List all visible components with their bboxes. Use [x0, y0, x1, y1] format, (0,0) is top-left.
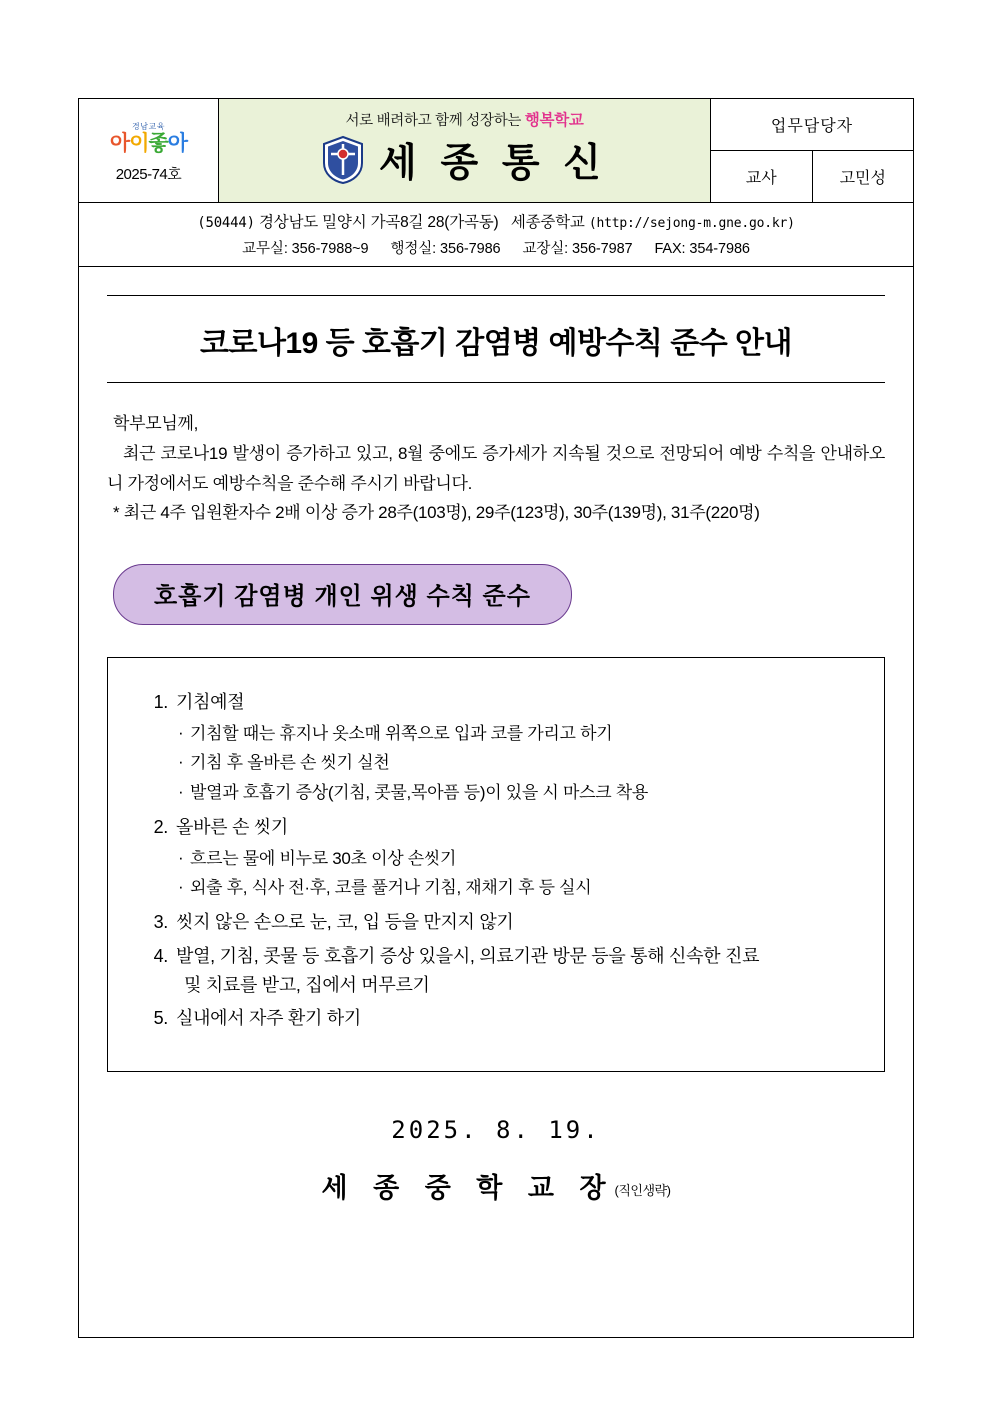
section-heading-wrap	[107, 564, 885, 625]
phone-line	[79, 237, 913, 258]
newsletter-title: 세 종 통 신	[379, 142, 608, 185]
slogan-prefix: 서로 배려하고 함께 성장하는	[345, 113, 525, 129]
rules-box	[107, 657, 885, 1072]
document-header	[79, 99, 913, 203]
greeting-text: 학부모님께,	[113, 414, 199, 433]
rule-sublist	[176, 719, 850, 807]
slogan-highlight: 행복학교	[524, 112, 584, 129]
rule-subitem: · 흐르는 물에 비누로 30초 이상 손씻기	[176, 844, 850, 873]
document-page	[78, 98, 914, 1338]
statistics-note: * 최근 4주 입원환자수 2배 이상 증가 28주(103명), 29주(123명), 30주(139명), 31주(220명)	[113, 503, 760, 523]
section-heading-pill: 호흡기 감염병 개인 위생 수칙 준수	[113, 564, 572, 625]
rule-heading: 씻지 않은 손으로 눈, 코, 입 등을 만지지 않기	[176, 912, 514, 933]
rule-subitem: · 발열과 호흡기 증상(기침, 콧물,목아픔 등)이 있을 시 마스크 착용	[176, 778, 850, 807]
school-slogan	[345, 108, 583, 130]
gne-logo-icon	[110, 133, 187, 155]
rule-heading: 기침예절	[176, 692, 245, 712]
header-title-cell	[219, 99, 711, 202]
rule-number: 3.	[153, 912, 168, 933]
header-manager-cell	[711, 99, 913, 202]
logo-char-4: 아	[167, 131, 188, 155]
rule-heading-continued: 및 치료를 받고, 집에서 머무르기	[184, 974, 430, 995]
manager-name: 고민성	[839, 170, 886, 187]
list-item	[142, 813, 850, 905]
page-title: 코로나19 등 호흡기 감염병 예방수칙 준수 안내	[199, 327, 793, 360]
rule-number: 2.	[153, 816, 168, 837]
signer-name: 세 종 중 학 교 장	[321, 1173, 615, 1204]
phone-principal: 교장실: 356-7987	[522, 241, 633, 257]
list-item	[142, 688, 850, 809]
address-street: 경상남도 밀양시 가곡8길 28(가곡동)	[258, 214, 499, 231]
header-logo-cell	[79, 99, 219, 202]
address-zip: (50444)	[197, 215, 255, 231]
rule-subitem: · 외출 후, 식사 전·후, 코를 풀거나 기침, 재채기 후 등 실시	[176, 873, 850, 902]
rule-subitem: · 기침할 때는 휴지나 옷소매 위쪽으로 입과 코를 가리고 하기	[176, 719, 850, 748]
intro-paragraph-block	[107, 409, 885, 528]
rule-sublist	[176, 844, 850, 902]
logo-char-3: 좋	[148, 131, 168, 155]
rule-number: 1.	[153, 692, 168, 712]
document-title-block	[107, 295, 885, 383]
phone-office: 교무실: 356-7988~9	[242, 241, 369, 257]
logo-char-1: 아	[109, 131, 130, 155]
manager-label: 업무담당자	[711, 99, 913, 151]
address-line	[79, 210, 913, 232]
intro-text: 최근 코로나19 발생이 증가하고 있고, 8월 중에도 증가세가 지속될 것으로 전망되어 예방 수칙을 안내하오니 가정에서도 예방수칙을 준수해 주시기 바랍니다.	[107, 443, 885, 493]
signer-title	[107, 1166, 885, 1205]
logo-top-text: 경남교육	[132, 121, 165, 131]
rule-number: 4.	[153, 945, 168, 966]
seal-omitted-note: (직인생략)	[614, 1183, 671, 1199]
list-item	[142, 1004, 850, 1033]
phone-fax: FAX: 354-7986	[654, 241, 750, 257]
rule-heading: 발열, 기침, 콧물 등 호흡기 증상 있을시, 의료기관 방문 등을 통해 신속한 진료	[176, 945, 760, 966]
school-address-block	[79, 203, 913, 267]
school-emblem-icon	[321, 135, 365, 185]
rule-heading: 실내에서 자주 환기 하기	[176, 1007, 361, 1028]
document-footer	[107, 1116, 885, 1205]
issue-number: 2025-74호	[115, 166, 182, 184]
school-website-link[interactable]: (http://sejong-m.gne.go.kr)	[588, 216, 795, 231]
rules-list	[142, 688, 850, 1033]
list-item	[142, 908, 850, 937]
issue-date: 2025. 8. 19.	[391, 1116, 601, 1145]
logo-char-2: 이	[129, 131, 149, 155]
rule-subitem: · 기침 후 올바른 손 씻기 실천	[176, 748, 850, 777]
phone-admin: 행정실: 356-7986	[390, 241, 501, 257]
rule-number: 5.	[153, 1007, 168, 1028]
manager-role: 교사	[711, 151, 813, 202]
document-body	[79, 295, 913, 1205]
school-name: 세종중학교	[510, 214, 585, 231]
rule-heading: 올바른 손 씻기	[176, 816, 288, 837]
list-item	[142, 942, 850, 1000]
